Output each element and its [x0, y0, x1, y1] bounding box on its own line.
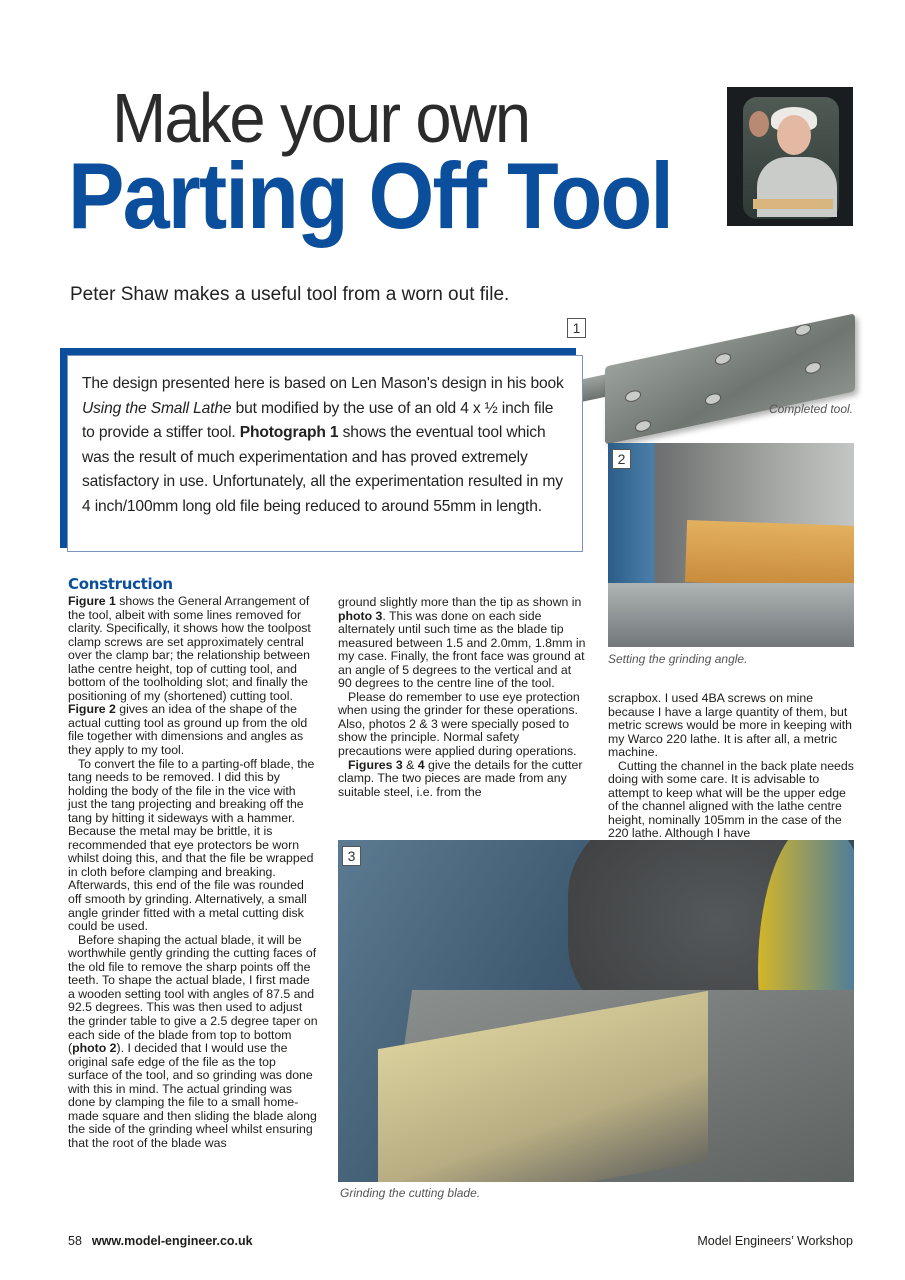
bold-reference: Figure 1	[68, 594, 116, 608]
text-run: Before shaping the actual blade, it will be worthwhile gently grinding the cutting faces of the old file to remove the sharp points off the teeth. To shape the actual blade, I first made a wooden setting tool with angles of 87.5 and 92.5 degrees. This was then used to adjust the grinder table to give a 2.5 degree taper on each side of the blade from top to bottom (	[68, 932, 318, 1056]
text-run: The design presented here is based on Len Mason's design in his book	[82, 375, 564, 392]
photo-number: 3	[342, 846, 361, 866]
photo-completed-tool	[545, 318, 857, 420]
paragraph	[338, 759, 586, 800]
book-title: Using the Small Lathe	[82, 399, 232, 417]
intro-box	[67, 355, 583, 552]
bold-reference: photo 3	[338, 608, 383, 623]
text-run: . This was done on each side alternately until such time as the blade tip measured between 1.5 and 2.0mm, 1.8mm in my case. Finally, the front face was ground at an angle of 5 degrees to the vertical and at 90 degrees to the centre line of the tool.	[338, 608, 586, 691]
body-column-2	[338, 596, 586, 799]
text-run: shows the General Arrangement of the tool, albeit with some lines removed for clarity. Specifically, it shows how the toolpost clamp screws are set approximately central over the clamp bar; the relationship between lathe centre height, top of cutting tool, and bottom of the toolholding slot; and finally the positioning of my (shortened) cutting tool.	[68, 594, 311, 703]
author-photo	[727, 87, 853, 226]
bold-reference: 4	[417, 757, 425, 772]
photo-caption: Completed tool.	[768, 402, 853, 416]
text-run: To convert the file to a parting-off blade, the tang needs to be removed. I did this by holding the body of the file in the vice with just the tang projecting and breaking off the tang by hitting it sideways with a hammer. Because the metal may be brittle, it is recommended that eye protectors be worn whilst doing this, and that the file be wrapped in cloth before clamping and breaking. Afterwards, this end of the file was rounded off smooth by grinding. Alternatively, a small angle grinder fitted with a metal cutting disk could be used.	[68, 756, 315, 934]
text-run: Cutting the channel in the back plate needs doing with some care. It is advisable to attempt to keep what will be the upper edge of the channel aligned with the lathe centre height, nominally 105mm in the case of the 220 lathe. Although I have	[608, 758, 854, 841]
text-run: ). I decided that I would use the original safe edge of the file as the top surface of the tool, and so grinding was done with this in mind. The actual grinding was done by clamping the file to a small home-made square and then sliding the blade along the side of the grinding wheel whilst ensuring that the root of the blade was	[68, 1041, 317, 1150]
bold-reference: Figure 2	[68, 702, 116, 717]
photo-grinding-blade	[338, 840, 854, 1182]
text-run: &	[402, 757, 418, 772]
photo-grinding-angle	[608, 443, 854, 647]
paragraph	[608, 692, 858, 760]
section-heading: Construction	[68, 575, 173, 593]
photo-number: 1	[567, 318, 586, 338]
photo-number: 2	[612, 449, 631, 469]
body-column-1	[68, 595, 318, 1150]
paragraph	[68, 595, 318, 758]
title-line-2: Parting Off Tool	[68, 143, 673, 248]
text-run: Please do remember to use eye protection when using the grinder for these operations. Also, photos 2 & 3 were specially posed to show the principle. Normal safety precautions were applied during operations.	[338, 689, 580, 759]
standfirst: Peter Shaw makes a useful tool from a worn out file.	[70, 284, 510, 305]
text-run: but modified by the use of an old 4 x ½ inch file to provide a stiffer tool.	[82, 399, 554, 441]
paragraph	[338, 596, 586, 691]
photo-caption: Setting the grinding angle.	[608, 652, 748, 666]
magazine-name: Model Engineers’ Workshop	[697, 1234, 853, 1248]
text-run: gives an idea of the shape of the actual cutting tool as ground up from the old file together with dimensions and angles as they apply to my tool.	[68, 702, 308, 758]
paragraph	[608, 760, 858, 841]
paragraph	[68, 758, 318, 934]
text-run: scrapbox. I used 4BA screws on mine because I have a large quantity of them, but metric screws would be more in keeping with my Warco 220 lathe. It is after all, a metric machine.	[608, 691, 852, 760]
body-column-3	[608, 692, 858, 841]
website-link[interactable]: www.model-engineer.co.uk	[91, 1234, 253, 1248]
text-run: shows the eventual tool which was the result of much experimentation and has proved extremely satisfactory in use. Unfortunately, all the experimentation resulted in my 4 inch/100mm long old file being reduced to around 55mm in length.	[82, 424, 563, 515]
text-run: ground slightly more than the tip as shown in	[338, 595, 582, 609]
bold-reference: Photograph 1	[239, 424, 339, 441]
title-line-1: Make your own	[112, 79, 530, 157]
paragraph	[338, 691, 586, 759]
bold-reference: photo 2	[72, 1041, 117, 1056]
paragraph	[68, 934, 318, 1151]
photo-caption: Grinding the cutting blade.	[340, 1186, 481, 1200]
page-number: 58	[68, 1234, 82, 1248]
text-run: give the details for the cutter clamp. The two pieces are made from any suitable steel, i.e. from the	[338, 757, 583, 799]
bold-reference: Figures 3	[348, 757, 403, 772]
intro-text	[82, 375, 564, 515]
footer-left	[68, 1234, 253, 1248]
